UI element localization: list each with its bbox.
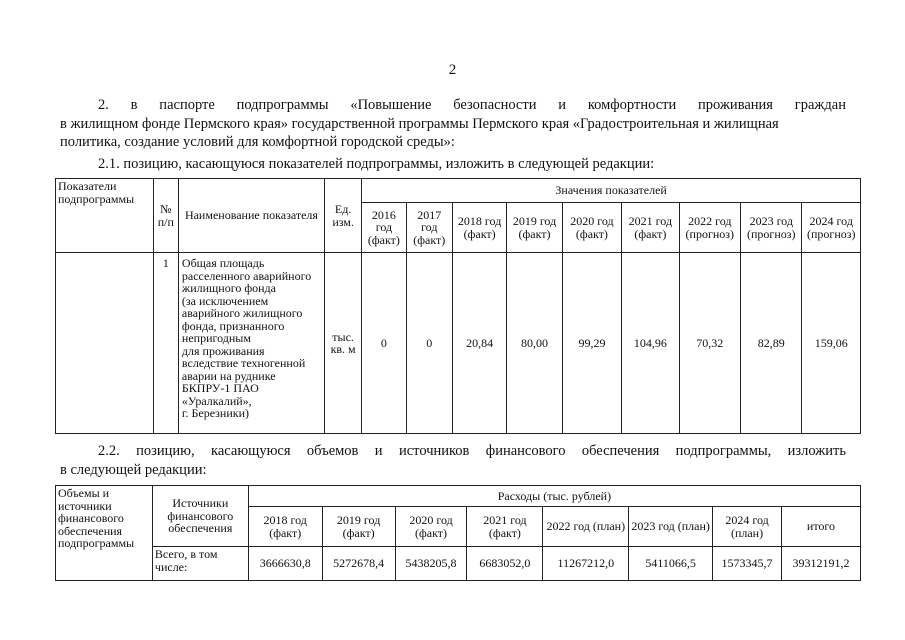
indicator-name-line: жилищного фонда xyxy=(181,281,276,295)
value-cell: 159,06 xyxy=(802,253,861,434)
year-header: 2019 год (факт) xyxy=(507,203,562,253)
year-header: 2020 год (факт) xyxy=(562,203,621,253)
value-cell: 5411066,5 xyxy=(629,547,713,581)
year-header: 2023 год (прогноз) xyxy=(741,203,802,253)
indicator-name-line: вследствие техногенной xyxy=(181,356,306,370)
value-cell: 82,89 xyxy=(741,253,802,434)
indicator-name-line: аварийного жилищного xyxy=(181,306,303,320)
year-header: 2021 год (факт) xyxy=(467,507,543,547)
indicator-name-line: «Уралкалий», xyxy=(181,393,252,408)
indicators-table xyxy=(55,178,861,434)
table-row xyxy=(56,547,861,581)
year-header: 2024 год (прогноз) xyxy=(802,203,861,253)
financing-table xyxy=(55,485,861,581)
item-2-2 xyxy=(60,442,846,479)
value-cell: 11267212,0 xyxy=(543,547,629,581)
indicators-empty-cell xyxy=(56,253,154,434)
intro-line-1: 2. в паспорте подпрограммы «Повышение безопасности и комфортности проживания граждан xyxy=(98,97,846,113)
indicator-name xyxy=(178,253,324,434)
value-cell: 6683052,0 xyxy=(467,547,543,581)
expenses-header: Расходы (тыс. рублей) xyxy=(248,486,860,507)
value-cell: 70,32 xyxy=(679,253,740,434)
intro-line-3: политика, создание условий для комфортной городской среды»: xyxy=(60,134,455,150)
year-header: 2019 год (факт) xyxy=(322,507,395,547)
year-header: 2021 год (факт) xyxy=(622,203,679,253)
sources-header: Источники финансового обеспечения xyxy=(152,486,248,547)
indicator-name-line: аварии на руднике xyxy=(181,368,276,383)
table-row xyxy=(56,253,861,434)
value-cell: 0 xyxy=(362,253,406,434)
row-number: 1 xyxy=(153,253,178,434)
item-2-2-line-2: в следующей редакции: xyxy=(60,461,207,478)
value-cell: 104,96 xyxy=(622,253,679,434)
intro-line-2: в жилищном фонде Пермского края» государственной программы Пермского края «Градостроительная и жилищная xyxy=(60,115,779,132)
value-cell: 5272678,4 xyxy=(322,547,395,581)
unit-header: Ед. изм. xyxy=(324,179,361,253)
indicator-name-line: г. Березники) xyxy=(181,406,249,420)
indicator-name-line: непригодным xyxy=(181,331,251,345)
indicator-name-line: фонда, признанного xyxy=(181,318,285,333)
value-cell: 20,84 xyxy=(452,253,506,434)
year-header: 2017 год (факт) xyxy=(406,203,452,253)
year-header: 2020 год (факт) xyxy=(395,507,467,547)
values-header: Значения показателей xyxy=(362,179,861,203)
year-header: 2018 год (факт) xyxy=(452,203,506,253)
indicator-name-line: расселенного аварийного xyxy=(181,268,312,283)
unit-value: тыс. кв. м xyxy=(324,253,361,434)
indicator-name-line: для проживания xyxy=(181,343,265,358)
year-header: 2024 год (план) xyxy=(713,507,782,547)
indicator-name-line: Общая площадь xyxy=(181,256,265,270)
item-2-2-line-1: 2.2. позицию, касающуюся объемов и источников финансового обеспечения подпрограммы, изложить xyxy=(98,443,846,459)
value-cell: 3666630,8 xyxy=(248,547,322,581)
total-value: 39312191,2 xyxy=(782,547,861,581)
number-header: № п/п xyxy=(153,179,178,253)
indicator-name-line: (за исключением xyxy=(181,293,269,308)
row-label: Всего, в том числе: xyxy=(152,547,248,581)
intro-paragraph xyxy=(60,96,846,152)
total-header: итого xyxy=(782,507,861,547)
indicator-name-line: БКПРУ-1 ПАО xyxy=(181,381,259,395)
year-header: 2018 год (факт) xyxy=(248,507,322,547)
value-cell: 5438205,8 xyxy=(395,547,467,581)
year-header: 2022 год (план) xyxy=(543,507,629,547)
year-header: 2023 год (план) xyxy=(629,507,713,547)
value-cell: 0 xyxy=(406,253,452,434)
year-header: 2022 год (прогноз) xyxy=(679,203,740,253)
volumes-header: Объемы и источники финансового обеспечения подпрограммы xyxy=(56,486,153,581)
indicator-name-header: Наименование показателя xyxy=(178,179,324,253)
value-cell: 80,00 xyxy=(507,253,562,434)
page-number: 2 xyxy=(448,62,457,78)
item-2-1-text: 2.1. позицию, касающуюся показателей подпрограммы, изложить в следующей редакции: xyxy=(98,156,655,172)
value-cell: 1573345,7 xyxy=(713,547,782,581)
indicators-header: Показатели подпрограммы xyxy=(56,179,154,253)
value-cell: 99,29 xyxy=(562,253,621,434)
item-2-1 xyxy=(60,155,846,174)
year-header: 2016 год (факт) xyxy=(362,203,406,253)
